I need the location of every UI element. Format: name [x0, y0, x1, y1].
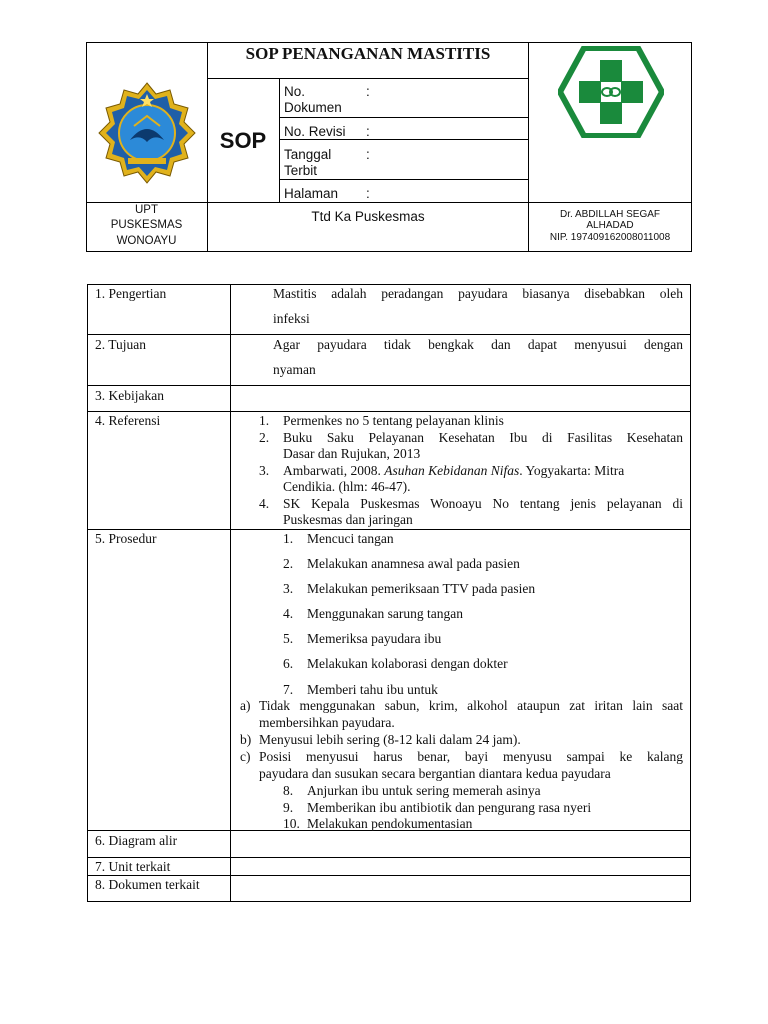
- step-text-2: Melakukan anamnesa awal pada pasien: [307, 556, 520, 571]
- step-text-7: Memberi tahu ibu untuk: [307, 682, 438, 697]
- row-label-dokumen-terkait: 8. Dokumen terkait: [95, 877, 200, 892]
- ref-num-3: 3.: [259, 463, 270, 478]
- step-text-3: Melakukan pemeriksaan TTV pada pasien: [307, 581, 536, 596]
- field-label-no-dokumen: No.: [284, 84, 306, 99]
- field-label-tanggal-terbit-2: Terbit: [284, 163, 318, 178]
- doctor-name-1: Dr. ABDILLAH SEGAF: [559, 209, 661, 220]
- row-label-kebijakan: 3. Kebijakan: [95, 388, 164, 403]
- ref-text-2b: Dasar dan Rujukan, 2013: [283, 446, 421, 461]
- step-text-8: Anjurkan ibu untuk sering memerah asinya: [307, 783, 541, 798]
- step-num-3: 3.: [283, 581, 294, 596]
- sub-text-c: Posisi menyusui harus benar, bayi menyusu sampai ke kalang: [259, 749, 683, 764]
- puskesmas-cross-icon: [558, 46, 664, 138]
- org-line-2: PUSKESMAS: [110, 219, 183, 231]
- step-text-6: Melakukan kolaborasi dengan dokter: [307, 656, 508, 671]
- doctor-name-2: ALHADAD: [586, 220, 634, 231]
- sub-text-a2: membersihkan payudara.: [259, 715, 395, 730]
- step-num-2: 2.: [283, 556, 294, 571]
- sop-content-table: [87, 284, 691, 902]
- field-colon: :: [366, 186, 370, 201]
- row-label-prosedur: 5. Prosedur: [95, 531, 157, 546]
- row-label-diagram-alir: 6. Diagram alir: [95, 833, 178, 848]
- pengertian-text-1: Mastitis adalah peradangan payudara biasanya disebabkan oleh: [273, 286, 683, 301]
- step-num-8: 8.: [283, 783, 294, 798]
- ref-text-4b: Puskesmas dan jaringan: [283, 512, 413, 527]
- ref-text-1: Permenkes no 5 tentang pelayanan klinis: [283, 413, 504, 428]
- ref-text-3-pre: Ambarwati, 2008.: [283, 463, 385, 478]
- step-text-4: Menggunakan sarung tangan: [307, 606, 463, 621]
- field-colon: :: [366, 124, 370, 139]
- sub-mark-b: b): [240, 732, 252, 747]
- step-text-9: Memberikan ibu antibiotik dan pengurang rasa nyeri: [307, 800, 592, 815]
- tujuan-text-2: nyaman: [273, 362, 316, 377]
- sub-mark-c: c): [240, 749, 251, 764]
- field-label-no-dokumen-2: Dokumen: [284, 100, 342, 115]
- step-num-1: 1.: [283, 531, 294, 546]
- ref-num-4: 4.: [259, 496, 270, 511]
- step-num-9: 9.: [283, 800, 294, 815]
- regency-emblem-icon: [94, 80, 200, 186]
- step-text-5: Memeriksa payudara ibu: [307, 631, 442, 646]
- ref-text-3: [283, 463, 624, 479]
- sub-text-b: Menyusui lebih sering (8-12 kali dalam 24 jam).: [259, 732, 521, 747]
- field-label-no-revisi: No. Revisi: [284, 124, 346, 139]
- sub-text-c2: payudara dan susukan secara bergantian diantara kedua payudara: [259, 766, 611, 781]
- sub-mark-a: a): [240, 698, 251, 713]
- ref-num-1: 1.: [259, 413, 270, 428]
- ref-text-2: Buku Saku Pelayanan Kesehatan Ibu di Fasilitas Kesehatan: [283, 430, 683, 445]
- ref-text-3b: Cendikia. (hlm: 46-47).: [283, 479, 411, 494]
- row-label-unit-terkait: 7. Unit terkait: [95, 859, 171, 874]
- sop-label: SOP: [219, 128, 267, 153]
- sop-header: [86, 42, 692, 252]
- tujuan-text-1: Agar payudara tidak bengkak dan dapat menyusui dengan: [273, 337, 683, 352]
- org-line-3: WONOAYU: [116, 235, 177, 247]
- field-label-halaman: Halaman: [284, 186, 339, 201]
- step-num-5: 5.: [283, 631, 294, 646]
- pengertian-text-2: infeksi: [273, 311, 310, 326]
- field-colon: :: [366, 147, 370, 162]
- ref-text-4: SK Kepala Puskesmas Wonoayu No tentang jenis pelayanan di: [283, 496, 683, 511]
- ref-text-3-italic: Asuhan Kebidanan Nifas: [384, 463, 520, 478]
- step-text-10: Melakukan pendokumentasian: [307, 816, 473, 831]
- row-label-pengertian: 1. Pengertian: [95, 286, 167, 301]
- ref-text-3-post: . Yogyakarta: Mitra: [519, 463, 625, 478]
- step-num-4: 4.: [283, 606, 294, 621]
- page-title: SOP PENANGANAN MASTITIS: [245, 44, 491, 63]
- step-num-7: 7.: [283, 682, 294, 697]
- doctor-nip: NIP. 197409162008011008: [549, 232, 671, 243]
- signature-label: Ttd Ka Puskesmas: [311, 209, 425, 224]
- step-num-10: 10.: [283, 816, 300, 831]
- row-label-referensi: 4. Referensi: [95, 413, 161, 428]
- ref-num-2: 2.: [259, 430, 270, 445]
- field-label-tanggal-terbit: Tanggal: [284, 147, 332, 162]
- row-label-tujuan: 2. Tujuan: [95, 337, 147, 352]
- sub-text-a: Tidak menggunakan sabun, krim, alkohol ataupun zat iritan lain saat: [259, 698, 683, 713]
- step-num-6: 6.: [283, 656, 294, 671]
- field-colon: :: [366, 84, 370, 99]
- org-line-1: UPT: [135, 204, 158, 216]
- step-text-1: Mencuci tangan: [307, 531, 394, 546]
